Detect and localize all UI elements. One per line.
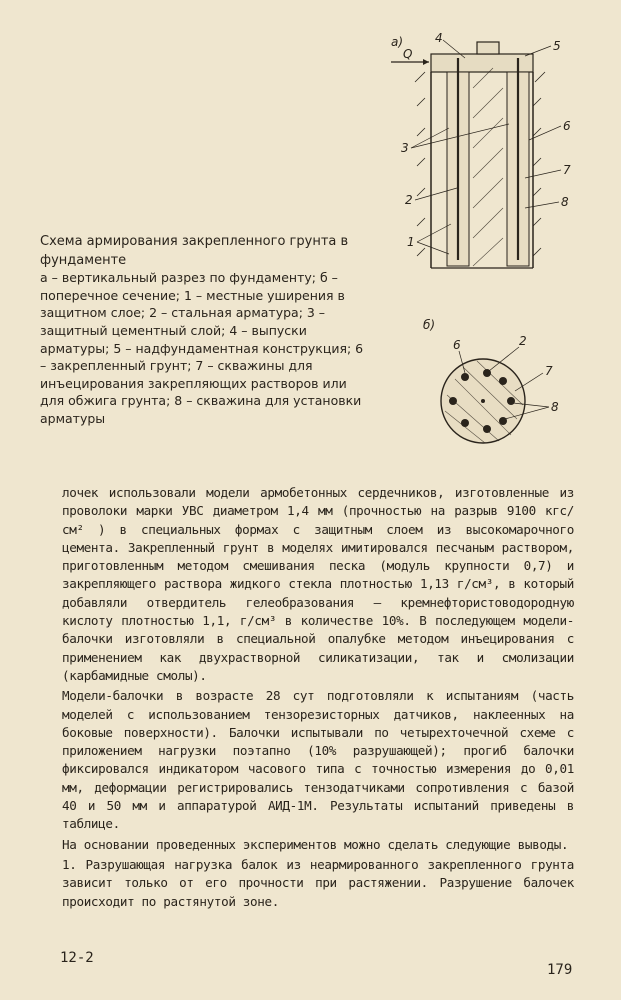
force-arrowhead [423, 59, 429, 65]
signature-mark: 12-2 [60, 950, 94, 966]
paragraph-4: 1. Разрушающая нагрузка балок из неармированного закрепленного грунта зависит только от его прочности при растяжении. Разрушение балочек происходит по растянутой зоне. [62, 856, 574, 909]
callout-7: 7 [563, 163, 571, 177]
callout-6: 6 [563, 119, 571, 133]
callout-b-6: 6 [453, 338, 461, 352]
body-text [62, 484, 574, 911]
paragraph-3: На основании проведенных экспериментов можно сделать следующие выводы. [62, 836, 569, 852]
superstructure [477, 42, 499, 54]
page-number: 179 [547, 962, 573, 978]
callout-b-2: 2 [519, 334, 527, 348]
figure-b-cross-section [415, 315, 575, 465]
figure-caption [40, 232, 366, 428]
caption-text: а – вертикальный разрез по фундаменту; б – поперечное сечение; 1 – местные уширения в защитном слое; 2 – стальная арматура; 3 – защитный цементный слой; 4 – выпуски арматуры; 5 – надфундаментная конструкция; 6 – закрепленный грунт; 7 – скважины для инъецирования закрепляющих растворов или для обжига грунта; 8 – скважина для установки арматуры [40, 270, 364, 426]
callout-8: 8 [561, 195, 569, 209]
callout-b-8: 8 [551, 400, 559, 414]
fixed-soil-hatch [473, 68, 503, 266]
callout-5: 5 [553, 39, 561, 53]
paragraph-1: лочек использовали модели армобетонных сердечников, изготовленные из проволоки марки УВС диаметром 1,4 мм (прочностью на разрыв 9100 кгс/см² ) в специальных формах с защитным слоем из высокомарочного цемента. Закрепленный грунт в моделях имитировался песчаным раствором, приготовленным методом смешивания песка (модуль крупности 0,7) и закрепляющего раствора жидкого стекла плотностью 1,13 г/см³, в который добавляли отвердитель гелеобразования – кремнефтористоводородную кислоту плотностью 1,1, г/см³ в количестве 10%. В последующем модели-балочки изготовляли в специальной опалубке методом инъецирования с применением как двухрастворной силикатизации, так и смолизации (карбамидные смолы). [62, 485, 574, 683]
callout-4: 4 [435, 31, 443, 45]
callout-1: 1 [407, 235, 415, 249]
callout-3: 3 [401, 141, 409, 155]
caption-title: Схема армирования закрепленного грунта в фундаменте [40, 234, 349, 268]
callout-2: 2 [405, 193, 413, 207]
figure-b-label: б) [423, 318, 436, 332]
figure-a-vertical-section [385, 28, 585, 290]
force-label: Q [403, 47, 413, 61]
paragraph-2: Модели-балочки в возрасте 28 сут подготовляли к испытаниям (часть моделей с использованием тензорезисторных датчиков, наклеенных на боковые поверхности). Балочки испытывали по четырехточечной схеме с приложением нагрузки поэтапно (10% разрушающей); прогиб балочки фиксировался индикатором часового типа с точностью измерения до 0,01 мм, деформации регистрировались тензодатчиками сопротивления с базой 40 и 50 мм и аппаратурой АИД-1М. Результаты испытаний приведены в таблице. [62, 688, 574, 832]
figure-a-label: а) [391, 35, 404, 49]
callout-b-7: 7 [545, 364, 553, 378]
